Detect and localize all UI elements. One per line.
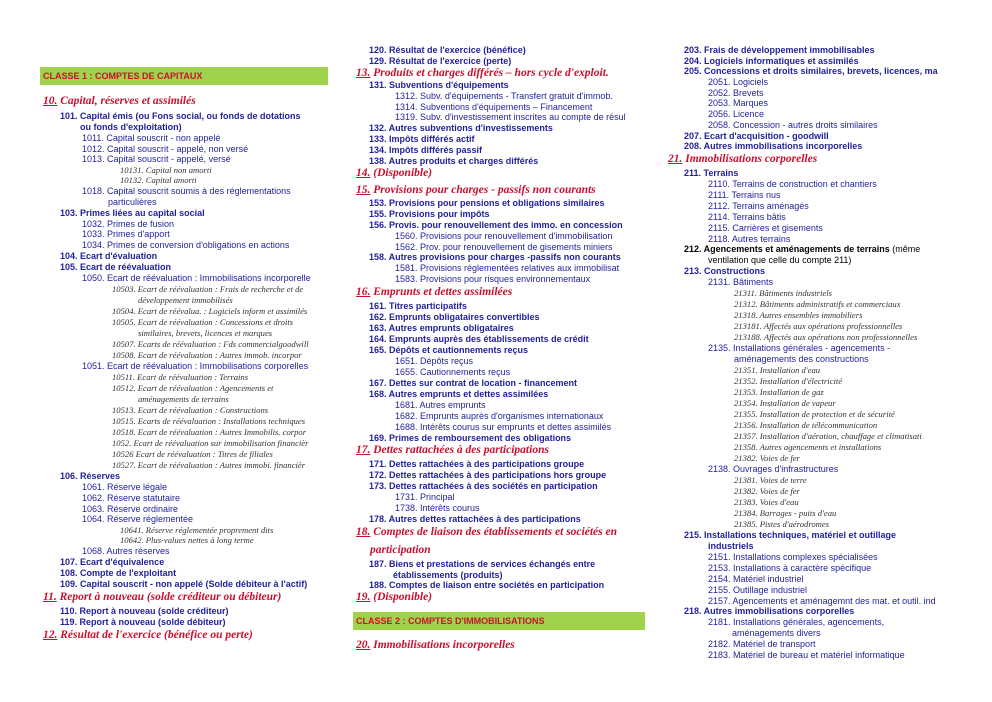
- account-line: 2153. Installations à caractère spécifique: [708, 563, 872, 573]
- account-line: 2053. Marques: [708, 98, 769, 108]
- account-line: 1018. Capital souscrit soumis à des réglementations: [82, 186, 291, 196]
- account-line: 21356. Installation de télécommunication: [734, 420, 878, 430]
- account-line: 1738. Intérêts courus: [395, 503, 480, 513]
- account-line: 10132. Capital amorti: [120, 175, 197, 185]
- account-line: 21355. Installation de protection et de sécurité: [734, 409, 895, 419]
- account-line: 1034. Primes de conversion d'obligations en actions: [82, 240, 290, 250]
- account-line: 1064. Réserve réglementée: [82, 514, 194, 524]
- account-line: 134. Impôts différés passif: [369, 145, 483, 155]
- account-line: 203. Frais de développement immobilisables: [684, 45, 875, 55]
- account-line: aménagements des constructions: [734, 354, 869, 364]
- account-line: 1033. Primes d'apport: [82, 229, 170, 239]
- account-line: ventilation que celle du compte 211): [708, 255, 852, 265]
- account-line: 1319. Subv. d'investissement inscrites au compte de résul: [395, 112, 626, 122]
- account-line: 2114. Terrains bâtis: [708, 212, 786, 222]
- section-heading: 15. Provisions pour charges - passifs non courants: [356, 184, 596, 196]
- account-line: 10515. Ecarts de réévaluation : Installations techniques: [112, 416, 306, 426]
- account-line: 164. Emprunts auprès des établissements de crédit: [369, 334, 589, 344]
- account-line: 10505. Ecart de réévaluation : Concessions et droits: [112, 317, 294, 327]
- section-heading: 20. Immobilisations incorporelles: [356, 639, 515, 651]
- account-line: 2138. Ouvrages d'infrastructures: [708, 464, 839, 474]
- account-line: 187. Biens et prestations de services échangés entre: [369, 559, 596, 569]
- section-heading: 10. Capital, réserves et assimilés: [43, 95, 196, 107]
- class-header: CLASSE 1 : COMPTES DE CAPITAUX: [40, 67, 328, 85]
- account-line: 165. Dépôts et cautionnements reçus: [369, 345, 529, 355]
- account-line: 1051. Ecart de réévaluation : Immobilisations corporelles: [82, 361, 309, 371]
- account-line: 1682. Emprunts auprès d'organismes internationaux: [395, 411, 604, 421]
- account-line: 119. Report à nouveau (solde débiteur): [60, 617, 226, 627]
- account-line: 107. Ecart d'équivalence: [60, 557, 165, 567]
- account-line: 106. Réserves: [60, 471, 121, 481]
- column-2: [353, 0, 645, 702]
- account-line: ou fonds d'exploitation): [80, 122, 182, 132]
- account-line: 10503. Ecart de réévaluation : Frais de recherche et de: [112, 284, 304, 294]
- section-heading: 11. Report à nouveau (solde créditeur ou débiteur): [43, 591, 282, 603]
- account-line: 101. Capital émis (ou Fons social, ou fonds de dotations: [60, 111, 301, 121]
- account-line: 2154. Matériel industriel: [708, 574, 804, 584]
- account-line: 188. Comptes de liaison entre sociétés en participation: [369, 580, 605, 590]
- account-line: 1061. Réserve légale: [82, 482, 168, 492]
- account-line: 10527. Ecart de réévaluation : Autres immobi. financièr: [112, 460, 306, 470]
- section-heading: 19. (Disponible): [356, 591, 433, 603]
- account-line: 1560. Provisions pour renouvellement d'immobilisation: [395, 231, 613, 241]
- account-line: développement immobilisés: [138, 295, 233, 305]
- account-line: 2111. Terrains nus: [708, 190, 781, 200]
- account-line: aménagements divers: [732, 628, 821, 638]
- account-line: 21354. Installation de vapeur: [734, 398, 836, 408]
- account-line: 2115. Carrières et gisements: [708, 223, 823, 233]
- account-line: 169. Primes de remboursement des obligations: [369, 433, 572, 443]
- account-line: 2110. Terrains de construction et chantiers: [708, 179, 877, 189]
- account-line: 21383. Voies d'eau: [734, 497, 799, 507]
- account-line: 1731. Principal: [395, 492, 455, 502]
- account-line: 21357. Installation d'aération, chauffage et climatisati: [734, 431, 922, 441]
- account-line: 172. Dettes rattachées à des participations hors groupe: [369, 470, 607, 480]
- section-heading: 14. (Disponible): [356, 167, 433, 179]
- account-line: 2118. Autres terrains: [708, 234, 791, 244]
- account-line: 21312. Bâtiments administratifs et commerciaux: [734, 299, 901, 309]
- account-line: 2056. Licence: [708, 109, 765, 119]
- account-line: 208. Autres immobilisations incorporelles: [684, 141, 863, 151]
- account-line: 173. Dettes rattachées à des sociétés en participation: [369, 481, 598, 491]
- account-line: 10512. Ecart de réévaluation : Agencements et: [112, 383, 274, 393]
- account-line: 21352. Installation d'électricité: [734, 376, 843, 386]
- account-line: 178. Autres dettes rattachées à des participations: [369, 514, 581, 524]
- account-line: 10642. Plus-values nettes à long terme: [120, 535, 254, 545]
- account-line: 131. Subventions d'équipements: [369, 80, 509, 90]
- account-line: 205. Concessions et droits similaires, brevets, licences, ma: [684, 66, 938, 76]
- account-line: 21311. Bâtiments industriels: [734, 288, 832, 298]
- account-line: 10504. Ecart de réévalua. : Logiciels inform et assimilés: [112, 306, 308, 316]
- account-line: 1012. Capital souscrit - appelé, non versé: [82, 144, 249, 154]
- account-line: 158. Autres provisions pour charges -passifs non courants: [369, 252, 621, 262]
- account-line: 2181. Installations générales, agencements,: [708, 617, 885, 627]
- account-line: 213181. Affectés aux opérations professionnelles: [734, 321, 903, 331]
- account-line: 104. Ecart d'évaluation: [60, 251, 158, 261]
- account-line: 162. Emprunts obligataires convertibles: [369, 312, 540, 322]
- account-line: 10641. Réserve réglementée proprement dits: [120, 525, 274, 535]
- account-line: 1032. Primes de fusion: [82, 219, 175, 229]
- account-line: établissements (produits): [393, 570, 503, 580]
- account-line: particulières: [108, 197, 157, 207]
- account-line: 21382. Voies de fer: [734, 453, 800, 463]
- account-line: similaires, brevets, licences et marques: [138, 328, 273, 338]
- section-heading: 17. Dettes rattachées à des participations: [356, 444, 549, 456]
- account-line: 10511. Ecart de réévaluation : Terrains: [112, 372, 249, 382]
- account-line: 207. Ecart d'acquisition - goodwill: [684, 131, 829, 141]
- account-line: 2135. Installations générales - agencements -: [708, 343, 891, 353]
- account-line: 21353. Installation de gaz: [734, 387, 824, 397]
- section-heading: participation: [370, 544, 431, 556]
- account-line: 2157. Agencements et aménagemnt des mat. et outil. ind: [708, 596, 936, 606]
- account-line: 132. Autres subventions d'investissements: [369, 123, 553, 133]
- account-line: 1062. Réserve statutaire: [82, 493, 181, 503]
- section-heading: 12. Résultat de l'exercice (bénéfice ou perte): [43, 629, 253, 641]
- account-line: 168. Autres emprunts et dettes assimilées: [369, 389, 549, 399]
- account-line: 2131. Bâtiments: [708, 277, 774, 287]
- account-line: 1688. Intérêts courus sur emprunts et dettes assimilés: [395, 422, 612, 432]
- account-line: 108. Compte de l'exploitant: [60, 568, 177, 578]
- account-line: 110. Report à nouveau (solde créditeur): [60, 606, 229, 616]
- account-line: 2155. Outillage industriel: [708, 585, 808, 595]
- account-line: 204. Logiciels informatiques et assimilés: [684, 56, 859, 66]
- account-line: 171. Dettes rattachées à des participations groupe: [369, 459, 585, 469]
- account-line: 21351. Installation d'eau: [734, 365, 821, 375]
- account-line: 1681. Autres emprunts: [395, 400, 486, 410]
- account-line: 218. Autres immobilisations corporelles: [684, 606, 855, 616]
- section-heading: 16. Emprunts et dettes assimilées: [356, 286, 513, 298]
- account-line: 1013. Capital souscrit - appelé, versé: [82, 154, 231, 164]
- account-line: 213. Constructions: [684, 266, 766, 276]
- account-line: 138. Autres produits et charges différés: [369, 156, 539, 166]
- account-line: 2052. Brevets: [708, 88, 764, 98]
- account-line: 212. Agencements et aménagements de terrains (même: [684, 244, 921, 254]
- account-line: 21381. Voies de terre: [734, 475, 807, 485]
- account-line: 2182. Matériel de transport: [708, 639, 816, 649]
- account-line: 1050. Ecart de réévaluation : Immobilisations incorporelle: [82, 273, 311, 283]
- account-line: 1655. Cautionnements reçus: [395, 367, 511, 377]
- account-line: 21318. Autres ensembles immobiliers: [734, 310, 863, 320]
- account-line: 1063. Réserve ordinaire: [82, 504, 179, 514]
- account-line: 155. Provisions pour impôts: [369, 209, 490, 219]
- account-line: 213188. Affectés aux opérations non professionnelles: [734, 332, 918, 342]
- account-line: 156. Provis. pour renouvellement des immo. en concession: [369, 220, 623, 230]
- account-line: 2151. Installations complexes spécialisées: [708, 552, 878, 562]
- column-3: [668, 0, 968, 702]
- account-line: 211. Terrains: [684, 168, 739, 178]
- account-line: 103. Primes liées au capital social: [60, 208, 205, 218]
- account-line: 105. Ecart de réévaluation: [60, 262, 172, 272]
- account-line: 129. Résultat de l'exercice (perte): [369, 56, 512, 66]
- section-heading: 21. Immobilisations corporelles: [668, 153, 818, 165]
- account-line: 133. Impôts différés actif: [369, 134, 475, 144]
- account-line: 1052. Ecart de réévaluation sur immobilisation financièr: [112, 438, 309, 448]
- account-line: 10131. Capital non amorti: [120, 165, 212, 175]
- account-line: 1068. Autres réserves: [82, 546, 170, 556]
- account-line: 10513. Ecart de réévaluation : Constructions: [112, 405, 269, 415]
- account-line: 1583. Provisions pour risques environnementaux: [395, 274, 591, 284]
- account-line: 1581. Provisions réglementées relatives aux immobilisat: [395, 263, 620, 273]
- account-line: 1011. Capital souscrit - non appelé: [82, 133, 221, 143]
- account-line: 21358. Autres agencements et installations: [734, 442, 882, 452]
- account-line: 21385. Pistes d'aérodromes: [734, 519, 830, 529]
- account-line: 167. Dettes sur contrat de location - financement: [369, 378, 578, 388]
- account-line: 2183. Matériel de bureau et matériel informatique: [708, 650, 905, 660]
- section-heading: 13. Produits et charges différés – hors cycle d'exploit.: [356, 67, 609, 79]
- account-line: 215. Installations techniques, matériel et outillage: [684, 530, 897, 540]
- account-line: 10507. Ecarts de réévaluation : Fds commercialgoodwill: [112, 339, 309, 349]
- account-line: 10508. Ecart de réévaluation : Autres immob. incorpor: [112, 350, 302, 360]
- account-line: 2112. Terrains aménagés: [708, 201, 809, 211]
- account-line: 21382. Voies de fer: [734, 486, 800, 496]
- account-line: 109. Capital souscrit - non appelé (Solde débiteur à l'actif): [60, 579, 308, 589]
- account-line: 163. Autres emprunts obligataires: [369, 323, 514, 333]
- column-1: [40, 0, 330, 702]
- account-line: 153. Provisions pour pensions et obligations similaires: [369, 198, 605, 208]
- account-line: 10526 Ecart de réévaluation : Titres de filiales: [112, 449, 273, 459]
- account-line: 1314. Subventions d'équipements – Financement: [395, 102, 593, 112]
- account-line: 10518. Ecart de réévaluation : Autres Immobilis. corpor: [112, 427, 307, 437]
- section-heading: 18. Comptes de liaison des établissements et sociétés en: [356, 526, 617, 538]
- account-line: 161. Titres participatifs: [369, 301, 467, 311]
- account-line: 2051. Logiciels: [708, 77, 769, 87]
- account-line: aménagements de terrains: [138, 394, 229, 404]
- account-line: 1651. Dépôts reçus: [395, 356, 474, 366]
- account-line: 120. Résultat de l'exercice (bénéfice): [369, 45, 526, 55]
- account-line: 2058. Concession - autres droits similaires: [708, 120, 878, 130]
- account-line: 1562. Prov. pour renouvellement de gisements miniers: [395, 242, 613, 252]
- account-line: 21384. Barrages - puits d'eau: [734, 508, 837, 518]
- account-line: industriels: [708, 541, 754, 551]
- account-line: 1312. Subv. d'équipements - Transfert gratuit d'immob.: [395, 91, 613, 101]
- class-header: CLASSE 2 : COMPTES D'IMMOBILISATIONS: [353, 612, 645, 630]
